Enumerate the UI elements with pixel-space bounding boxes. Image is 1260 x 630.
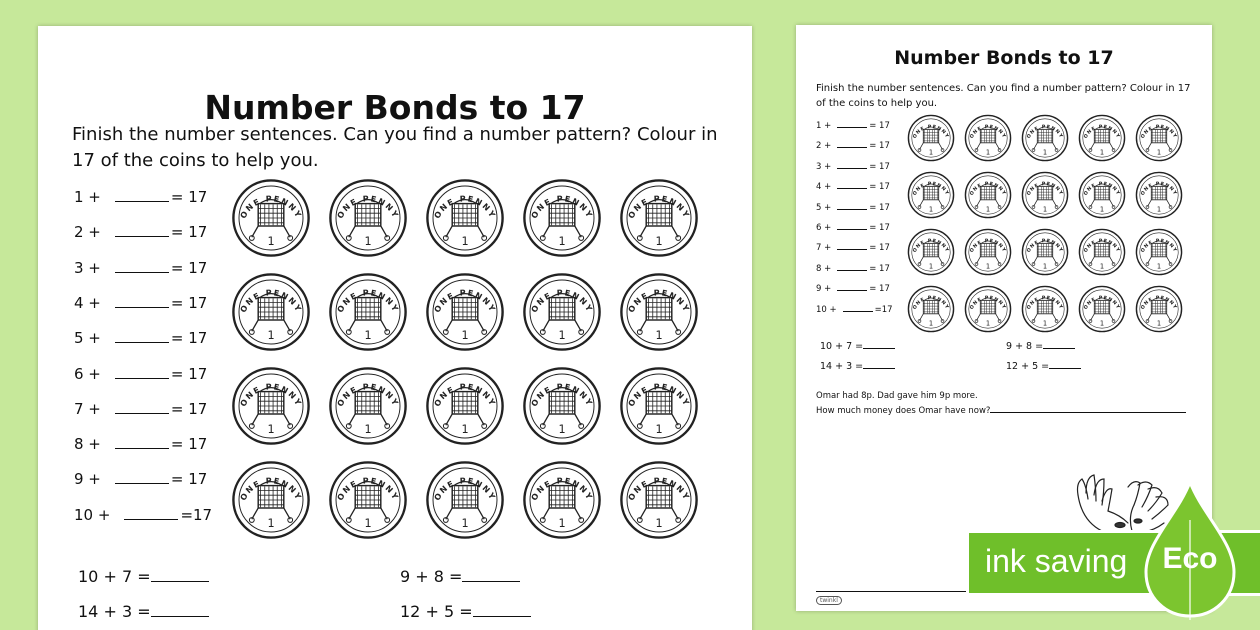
answer-blank[interactable] [837,161,867,169]
preview-equation-row [816,304,893,315]
preview-coin[interactable] [1078,114,1126,162]
svg-text:ONE PENNY: ONE PENNY [912,295,950,311]
preview-sum-12-plus-5: 12 + 5 = [1006,361,1081,372]
preview-coin[interactable] [1135,228,1183,276]
svg-text:1: 1 [1156,148,1162,157]
equation-result: =17 [180,505,213,524]
preview-coin[interactable] [964,285,1012,333]
answer-blank[interactable] [124,506,178,520]
preview-equation-row [816,263,890,274]
svg-text:1: 1 [461,517,469,531]
svg-text:ONE PENNY: ONE PENNY [1140,181,1178,197]
worksheet-equation-row [74,506,212,524]
equation-result: = 17 [869,182,890,193]
preview-equation-row [816,181,890,192]
equation-result: = 17 [869,223,890,233]
equation-start: 6 + [816,223,832,233]
answer-blank[interactable] [1049,361,1081,369]
equation-result: = 17 [170,223,208,242]
worksheet-coin[interactable] [425,366,505,446]
worksheet-equation-row [74,188,207,206]
svg-text:ONE PENNY: ONE PENNY [1140,124,1178,140]
svg-text:1: 1 [364,235,372,249]
answer-blank[interactable] [837,263,867,271]
svg-text:ONE PENNY: ONE PENNY [969,181,1007,197]
equation-result: = 17 [869,202,890,213]
preview-equation-row [816,283,890,294]
svg-text:ONE PENNY: ONE PENNY [1026,295,1064,311]
svg-text:1: 1 [1156,319,1162,328]
equation-result: = 17 [869,121,890,131]
equation-result: = 17 [869,161,890,172]
answer-blank[interactable] [837,242,867,250]
preview-coin[interactable] [1021,114,1069,162]
sum-10-plus-7: 10 + 7 = [78,567,209,586]
equation-start: 10 + [816,304,837,315]
svg-text:1: 1 [1042,148,1048,157]
preview-coin[interactable] [1078,228,1126,276]
worksheet-coin[interactable] [425,272,505,352]
svg-text:1: 1 [1042,319,1048,328]
answer-blank[interactable] [115,400,169,414]
preview-equation-row [816,242,890,253]
preview-coin[interactable] [1021,171,1069,219]
preview-coin[interactable] [907,228,955,276]
svg-text:ONE PENNY: ONE PENNY [432,476,498,503]
sum-14-plus-3: 14 + 3 = [78,602,209,621]
svg-text:ONE PENNY: ONE PENNY [1083,295,1121,311]
worksheet-coin[interactable] [522,272,602,352]
preview-coin[interactable] [907,285,955,333]
answer-blank[interactable] [473,603,531,617]
answer-blank[interactable] [151,568,209,582]
footer-divider [816,591,966,592]
sum-9-plus-8: 9 + 8 = [400,567,520,586]
equation-result: =17 [874,304,893,315]
equation-start: 4 + [816,182,832,193]
answer-blank[interactable] [837,202,867,210]
svg-text:1: 1 [985,262,991,271]
ink-saving-label: ink saving [985,543,1128,579]
svg-text:1: 1 [461,423,469,437]
svg-text:ONE PENNY: ONE PENNY [432,288,498,315]
answer-blank[interactable] [837,140,867,148]
svg-text:1: 1 [558,423,566,437]
svg-text:ONE PENNY: ONE PENNY [1140,238,1178,254]
svg-text:1: 1 [558,235,566,249]
svg-text:ONE PENNY: ONE PENNY [335,288,401,315]
worksheet-equation-row [74,259,207,277]
answer-blank[interactable] [115,259,169,273]
svg-text:ONE PENNY: ONE PENNY [912,238,950,254]
worksheet-page [38,26,752,630]
answer-blank[interactable] [837,222,867,230]
equation-start: 8 + [816,263,832,274]
svg-text:ONE PENNY: ONE PENNY [529,288,595,315]
svg-text:1: 1 [928,319,934,328]
equation-start: 1 + [816,121,832,131]
svg-text:ONE PENNY: ONE PENNY [432,382,498,409]
svg-text:1: 1 [655,423,663,437]
svg-text:1: 1 [364,423,372,437]
worksheet-equation-row [74,365,207,383]
eco-badge [1140,480,1240,620]
svg-text:ONE PENNY: ONE PENNY [238,382,304,409]
equation-result: = 17 [170,435,208,454]
svg-text:1: 1 [1042,205,1048,214]
svg-text:1: 1 [928,205,934,214]
worksheet-equation-row [74,294,207,312]
svg-text:ONE PENNY: ONE PENNY [1083,181,1121,197]
svg-text:ONE PENNY: ONE PENNY [912,181,950,197]
preview-coin[interactable] [1078,171,1126,219]
preview-coin[interactable] [1135,114,1183,162]
preview-sum-9-plus-8: 9 + 8 = [1006,341,1075,352]
equation-result: = 17 [170,293,208,312]
twinkl-logo: twinkl [816,596,842,605]
svg-text:1: 1 [985,319,991,328]
svg-text:1: 1 [1156,262,1162,271]
word-problem-line1: Omar had 8p. Dad gave him 9p more. [816,391,978,401]
preview-equation-row [816,120,890,131]
equation-start: 6 + [74,364,101,383]
svg-text:ONE PENNY: ONE PENNY [626,288,692,315]
svg-text:1: 1 [364,517,372,531]
equation-start: 2 + [816,141,832,152]
svg-text:1: 1 [1099,262,1105,271]
svg-text:1: 1 [267,517,275,531]
svg-text:ONE PENNY: ONE PENNY [626,476,692,503]
sum-12-plus-5: 12 + 5 = [400,602,531,621]
svg-text:1: 1 [461,235,469,249]
preview-equation-row [816,222,890,233]
svg-text:1: 1 [655,517,663,531]
answer-blank[interactable] [863,361,895,369]
preview-title: Number Bonds to 17 [894,47,1114,69]
svg-text:ONE PENNY: ONE PENNY [969,124,1007,140]
worksheet-equation-row [74,400,207,418]
worksheet-coin[interactable] [619,366,699,446]
preview-equation-row [816,202,890,213]
svg-text:1: 1 [1156,205,1162,214]
answer-blank[interactable] [115,365,169,379]
svg-text:1: 1 [267,235,275,249]
worksheet-coin[interactable] [522,366,602,446]
svg-text:1: 1 [1042,262,1048,271]
svg-text:1: 1 [928,262,934,271]
svg-text:1: 1 [928,148,934,157]
page-title: Number Bonds to 17 [204,88,586,127]
answer-blank[interactable] [843,304,873,312]
equation-start: 10 + [74,505,111,524]
worksheet-coin[interactable] [522,460,602,540]
worksheet-equation-row [74,329,207,347]
svg-text:ONE PENNY: ONE PENNY [969,238,1007,254]
svg-text:ONE PENNY: ONE PENNY [335,194,401,221]
worksheet-coin[interactable] [619,178,699,258]
equation-result: = 17 [170,329,208,348]
worksheet-coin[interactable] [231,178,311,258]
svg-text:ONE PENNY: ONE PENNY [1026,238,1064,254]
equation-result: = 17 [170,399,208,418]
preview-coin[interactable] [964,228,1012,276]
equation-result: = 17 [170,258,208,277]
worksheet-coin[interactable] [619,272,699,352]
equation-start: 1 + [74,188,101,206]
answer-blank[interactable] [863,341,895,349]
eco-label: Eco [1162,542,1218,575]
worksheet-coin[interactable] [328,366,408,446]
equation-start: 7 + [74,399,101,418]
svg-text:ONE PENNY: ONE PENNY [969,295,1007,311]
svg-text:1: 1 [985,148,991,157]
preview-sum-14-plus-3: 14 + 3 = [820,361,895,372]
word-problem-line2: How much money does Omar have now? [816,405,1186,416]
svg-text:ONE PENNY: ONE PENNY [1083,238,1121,254]
svg-text:ONE PENNY: ONE PENNY [626,382,692,409]
svg-text:ONE PENNY: ONE PENNY [335,382,401,409]
worksheet-equation-row [74,435,207,453]
worksheet-coin[interactable] [231,366,311,446]
equation-result: = 17 [869,263,890,274]
preview-instructions: Finish the number sentences. Can you find a number pattern? Colour in 17 of the coins to help you. [816,83,1191,109]
svg-text:ONE PENNY: ONE PENNY [432,194,498,221]
worksheet-coin[interactable] [328,272,408,352]
preview-coin[interactable] [1021,228,1069,276]
preview-coin[interactable] [907,114,955,162]
answer-blank[interactable] [837,120,867,128]
worksheet-coin[interactable] [231,272,311,352]
answer-blank[interactable] [115,223,169,237]
worksheet-coin[interactable] [328,178,408,258]
svg-text:ONE PENNY: ONE PENNY [238,194,304,221]
equation-result: = 17 [170,364,208,383]
worksheet-coin[interactable] [619,460,699,540]
svg-text:1: 1 [1099,148,1105,157]
equation-result: = 17 [170,188,208,206]
answer-line[interactable] [990,405,1186,413]
svg-text:1: 1 [364,329,372,343]
svg-text:1: 1 [1099,205,1105,214]
svg-text:ONE PENNY: ONE PENNY [529,194,595,221]
preview-coin[interactable] [1135,171,1183,219]
equation-start: 8 + [74,435,101,454]
preview-equation-row [816,140,890,151]
svg-text:1: 1 [655,235,663,249]
svg-text:1: 1 [985,205,991,214]
equation-result: = 17 [869,141,890,152]
equation-result: = 17 [869,243,890,254]
answer-blank[interactable] [115,329,169,343]
preview-coin[interactable] [1135,285,1183,333]
instructions: Finish the number sentences. Can you find a number pattern? Colour in 17 of the coins to help you. [72,124,718,171]
answer-blank[interactable] [115,294,169,308]
svg-text:1: 1 [1099,319,1105,328]
answer-blank[interactable] [837,283,867,291]
answer-blank[interactable] [115,435,169,449]
worksheet-coin[interactable] [231,460,311,540]
svg-text:1: 1 [267,329,275,343]
equation-start: 3 + [74,258,101,277]
equation-result: = 17 [869,284,890,295]
preview-sum-10-plus-7: 10 + 7 = [820,341,895,352]
svg-text:ONE PENNY: ONE PENNY [1083,124,1121,140]
svg-text:ONE PENNY: ONE PENNY [529,476,595,503]
preview-coin[interactable] [1078,285,1126,333]
worksheet-coin[interactable] [425,460,505,540]
svg-text:1: 1 [267,423,275,437]
worksheet-equation-row [74,470,207,488]
equation-start: 9 + [74,470,101,489]
svg-text:ONE PENNY: ONE PENNY [1026,124,1064,140]
preview-equation-row [816,161,890,172]
worksheet-coin[interactable] [522,178,602,258]
preview-coin[interactable] [907,171,955,219]
svg-text:ONE PENNY: ONE PENNY [529,382,595,409]
equation-start: 5 + [74,329,101,348]
equation-result: = 17 [170,470,208,489]
answer-blank[interactable] [837,181,867,189]
svg-text:1: 1 [558,329,566,343]
equation-start: 3 + [816,161,832,172]
svg-text:1: 1 [461,329,469,343]
svg-text:ONE PENNY: ONE PENNY [238,476,304,503]
equation-start: 7 + [816,243,832,254]
worksheet-coin[interactable] [328,460,408,540]
answer-blank[interactable] [1043,341,1075,349]
worksheet-coin[interactable] [425,178,505,258]
svg-text:ONE PENNY: ONE PENNY [1026,181,1064,197]
svg-text:ONE PENNY: ONE PENNY [912,124,950,140]
svg-text:ONE PENNY: ONE PENNY [1140,295,1178,311]
equation-start: 2 + [74,223,101,242]
answer-blank[interactable] [115,470,169,484]
svg-text:1: 1 [558,517,566,531]
answer-blank[interactable] [151,603,209,617]
svg-text:ONE PENNY: ONE PENNY [238,288,304,315]
svg-text:1: 1 [655,329,663,343]
svg-text:ONE PENNY: ONE PENNY [335,476,401,503]
equation-start: 4 + [74,293,101,312]
equation-start: 5 + [816,202,832,213]
equation-start: 9 + [816,284,832,295]
preview-coin[interactable] [1021,285,1069,333]
preview-coin[interactable] [964,114,1012,162]
worksheet-equation-row [74,223,207,241]
svg-text:ONE PENNY: ONE PENNY [626,194,692,221]
answer-blank[interactable] [115,188,169,202]
answer-blank[interactable] [462,568,520,582]
preview-coin[interactable] [964,171,1012,219]
